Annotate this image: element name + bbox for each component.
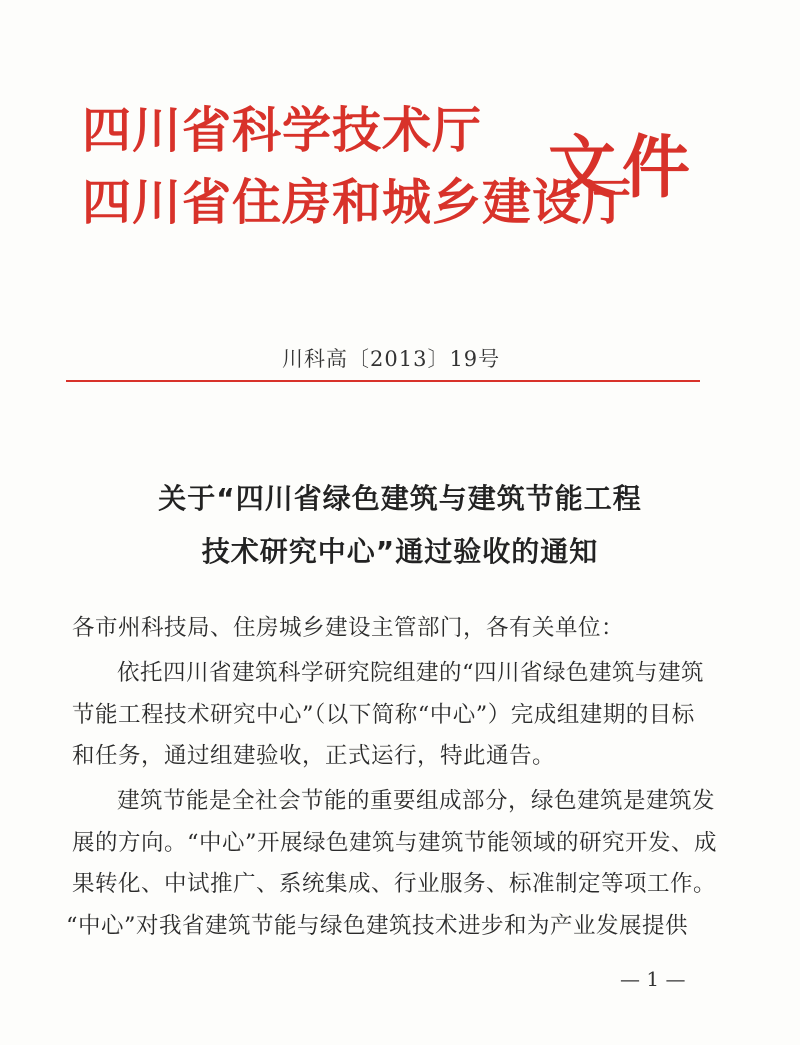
page-number: — 1 — [620,967,686,991]
document-number: 川科高〔2013〕19号 [282,347,501,371]
body-paragraph-2-line-4: “中心”对我省建筑节能与绿色建筑技术进步和为产业发展提供 [66,913,689,939]
notice-title-line-2: 技术研究中心”通过验收的通知 [201,535,599,568]
body-paragraph-1-line-1: 依托四川省建筑科学研究院组建的“四川省绿色建筑与建筑 [117,660,705,686]
addressee-line: 各市州科技局、住房城乡建设主管部门，各有关单位： [72,615,625,641]
issuing-org-1: 四川省科学技术厅 [82,102,483,159]
body-paragraph-2-line-1: 建筑节能是全社会节能的重要组成部分，绿色建筑是建筑发 [117,788,716,814]
red-separator-line [66,380,700,382]
document-header [0,0,800,270]
body-paragraph-1-line-3: 和任务，通过组建验收，正式运行，特此通告。 [72,743,556,769]
notice-title-line-1: 关于“四川省绿色建筑与建筑节能工程 [158,482,642,515]
body-paragraph-2-line-2: 展的方向。“中心”开展绿色建筑与建筑节能领域的研究开发、成 [72,830,718,856]
body-paragraph-2-line-3: 果转化、中试推广、系统集成、行业服务、标准制定等项工作。 [72,871,717,897]
document-type-label: 文件 [548,129,697,208]
issuing-org-2: 四川省住房和城乡建设厅 [82,174,633,231]
body-paragraph-1-line-2: 节能工程技术研究中心”（以下简称“中心”）完成组建期的目标 [72,702,695,728]
